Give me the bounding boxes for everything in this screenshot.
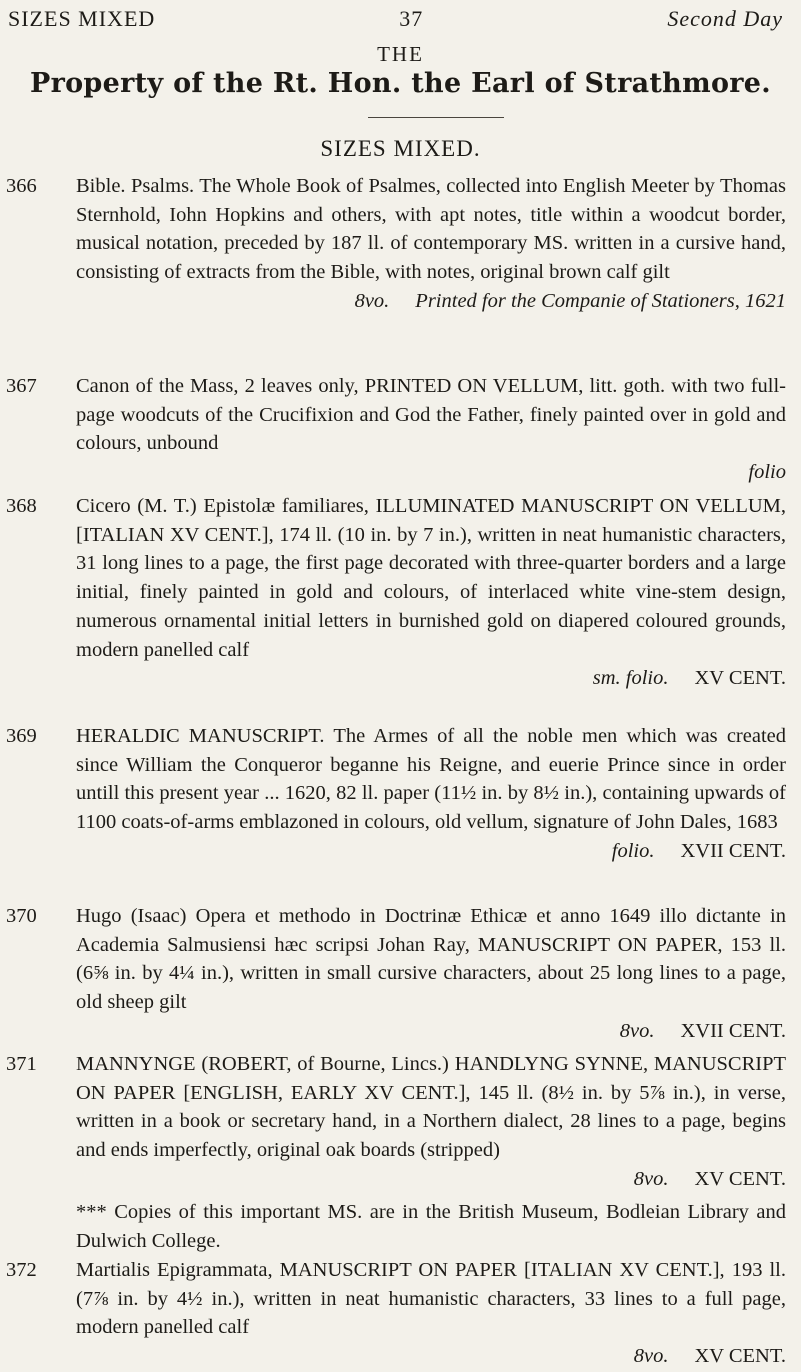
section-heading: SIZES MIXED. — [320, 136, 481, 161]
lot-number: 372 — [6, 1259, 37, 1281]
lot-format: folio — [748, 461, 786, 484]
lot-367 — [6, 372, 786, 487]
lot-date: Printed for the Companie of Stationers, 1621 — [415, 289, 786, 312]
lot-366 — [6, 172, 786, 316]
title-rule — [368, 117, 504, 118]
lot-format: 8vo. — [619, 1019, 655, 1042]
lot-number: 367 — [6, 375, 37, 397]
lot-372 — [6, 1256, 786, 1371]
lot-description: HANDLYNG SYNNE, MANUSCRIPT ON PAPER [ENGLISH, EARLY XV CENT.], 145 ll. (8½ in. by 5⅞ in.), in verse, written in a book or secretary hand, in a Northern dialect, 28 lines to a page, begins and ends imperfectly, original oak boards (stripped) — [76, 1053, 787, 1162]
lot-format: 8vo. — [354, 289, 390, 312]
lot-description: Epistolæ familiares, ILLUMINATED MANUSCRIPT ON VELLUM, [ITALIAN XV CENT.], 174 ll. (10 in. by 7 in.), written in neat humanistic characters, 31 long lines to a page, the first page decorated with three-quarter borders and a large initial, finely painted in gold and colours, of interlaced white vine-stem design, numerous ornamental initial letters in burnished gold on diapered coloured grounds, modern panelled calf — [76, 495, 787, 661]
lot-date: XV CENT. — [694, 1167, 786, 1190]
lot-368 — [6, 492, 786, 693]
page-title: Property of the Rt. Hon. the Earl of Strathmore. — [30, 68, 771, 99]
running-head-left: SIZES MIXED — [8, 6, 156, 31]
lot-370 — [6, 902, 786, 1046]
lot-date: XV CENT. — [694, 667, 786, 690]
running-head-right: Second Day — [667, 6, 783, 31]
lot-371 — [6, 1050, 786, 1194]
lot-description: The Whole Book of Psalmes, collected into English Meeter by Thomas Sternhold, Iohn Hopkins and others, with apt notes, title within a woodcut border, musical notation, preceded by 187 ll. of contemporary MS. written in a cursive hand, consisting of extracts from the Bible, with notes, original brown calf gilt — [76, 175, 786, 284]
lot-number: 370 — [6, 905, 37, 927]
lot-name: HERALDIC MANUSCRIPT. — [76, 725, 325, 747]
lot-name: Canon of the Mass, — [76, 375, 239, 397]
lot-name: MANNYNGE (ROBERT, of Bourne, Lincs.) — [76, 1053, 449, 1075]
lot-number: 369 — [6, 725, 37, 747]
lot-name: Hugo (Isaac) — [76, 905, 187, 927]
lot-description: Epigrammata, MANUSCRIPT ON PAPER [ITALIAN XV CENT.], 193 ll. (7⅞ in. by 4½ in.), written in neat humanistic characters, 33 lines to a full page, modern panelled calf — [76, 1259, 786, 1339]
lot-name: Cicero (M. T.) — [76, 495, 197, 517]
lot-number: 366 — [6, 175, 37, 197]
lot-format: 8vo. — [633, 1167, 669, 1190]
lot-description: 2 leaves only, PRINTED ON VELLUM, litt. goth. with two full-page woodcuts of the Crucifixion and God the Father, finely painted over in gold and colours, unbound — [76, 375, 786, 455]
lot-format: sm. folio. — [592, 667, 669, 690]
running-head — [8, 6, 783, 32]
lot-name: Bible. Psalms. — [76, 175, 195, 197]
lot-date: XVII CENT. — [680, 1019, 786, 1042]
lot-format: 8vo. — [633, 1345, 669, 1368]
lot-369 — [6, 722, 786, 866]
lot-format: folio. — [611, 839, 655, 862]
page-number: 37 — [399, 6, 424, 31]
lot-number: 368 — [6, 495, 37, 517]
title-prefix: THE — [377, 42, 424, 66]
lot-date: XVII CENT. — [680, 839, 786, 862]
lot-date: XV CENT. — [694, 1345, 786, 1368]
lot-description: Opera et methodo in Doctrinæ Ethicæ et anno 1649 illo dictante in Academia Salmusiensi hæc scripsi Johan Ray, MANUSCRIPT ON PAPER, 153 ll. (6⅝ in. by 4¼ in.), written in small cursive characters, about 25 long lines to a page, old sheep gilt — [76, 905, 786, 1014]
lot-name: Martialis — [76, 1259, 151, 1281]
lot-description: The Armes of all the noble men which was created since William the Conqueror beganne his Reigne, and euerie Prince since in order untill this present year ... 1620, 82 ll. paper (11½ in. by 8½ in.), containing upwards of 1100 coats-of-arms emblazoned in colours, old vellum, signature of John Dales, 1683 — [76, 725, 786, 834]
lot-note: *** Copies of this important MS. are in the British Museum, Bodleian Library and Dulwich College. — [76, 1201, 786, 1252]
lot-number: 371 — [6, 1053, 37, 1075]
